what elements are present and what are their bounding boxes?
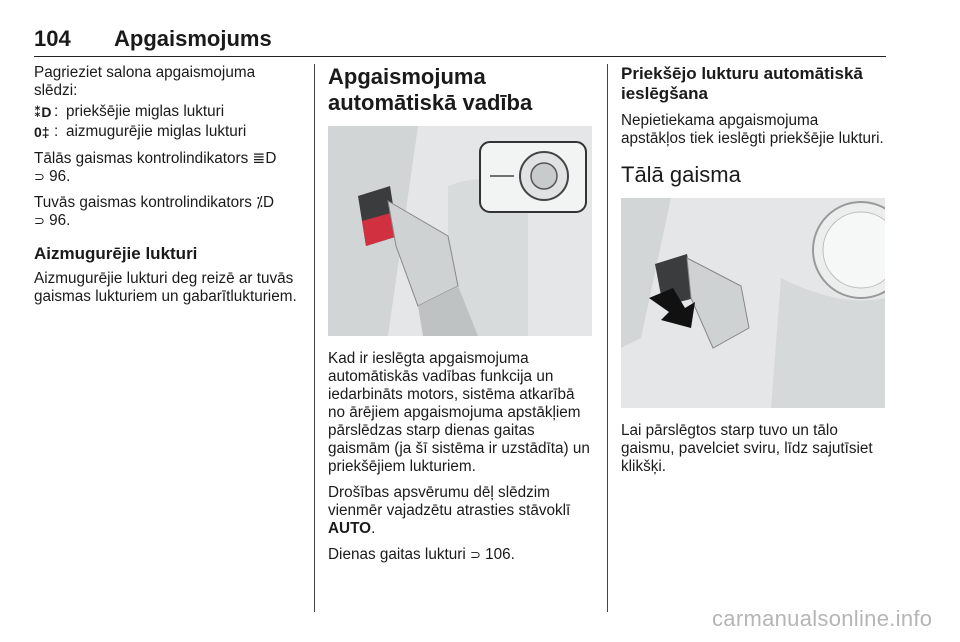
ref-arrow-icon: ⊃ xyxy=(34,169,45,184)
high-beam-figure xyxy=(621,198,885,408)
high-beam-ref[interactable] xyxy=(34,168,302,186)
light-switch-figure xyxy=(328,126,592,336)
rear-fog-icon: 0‡ xyxy=(34,124,50,140)
ref-arrow-icon: ⊃ xyxy=(470,547,481,562)
page-number: 104 xyxy=(34,26,71,51)
high-beam-illustration xyxy=(621,198,885,408)
column-2 xyxy=(328,64,593,564)
legend-sep: : xyxy=(54,123,59,140)
low-beam-ref-page: 96. xyxy=(49,212,71,229)
page-title: Apgaismojums xyxy=(114,26,272,51)
column-divider xyxy=(607,64,608,612)
column-3 xyxy=(621,64,887,476)
column-divider xyxy=(314,64,315,612)
auto-headlight-heading: Priekšējo lukturu automātiskā ieslēgšana xyxy=(621,64,863,103)
front-fog-icon: ⁑D xyxy=(34,104,52,120)
auto-light-heading: Apgaismojuma automātiskā vadība xyxy=(328,64,533,115)
high-beam-indicator-text: Tālās gaismas kontrolindikators ≣D xyxy=(34,150,277,167)
auto-period: . xyxy=(371,520,376,537)
auto-headlight-text: Nepietiekama apgaismojuma apstākļos tiek ieslēgti priekšējie lukturi. xyxy=(621,112,884,147)
low-beam-indicator-text: Tuvās gaismas kontrolindikators ⁒D xyxy=(34,194,275,211)
high-beam-heading: Tālā gaisma xyxy=(621,162,741,187)
rear-lights-text: Aizmugurējie lukturi deg reizē ar tuvās gaismas lukturiem un gabarītlukturiem. xyxy=(34,270,297,305)
drl-ref-paragraph[interactable] xyxy=(328,546,593,564)
auto-light-paragraph: Kad ir ieslēgta apgaismojuma automātiskās vadības funkcija un iedarbināts motors, sistēma atkarībā no ārējiem apgaismojuma apstākļiem pārslēdzas starp dienas gaitas gaismām (ja šī sistēma ir uzstādīta) un priekšējiem lukturiem. xyxy=(328,350,590,475)
high-beam-ref-page: 96. xyxy=(49,168,71,185)
drl-text: Dienas gaitas lukturi xyxy=(328,546,466,563)
watermark: carmanualsonline.info xyxy=(712,606,933,631)
legend-text-front-fog: priekšējie miglas lukturi xyxy=(66,103,225,120)
page-header xyxy=(34,26,886,57)
low-beam-ref[interactable] xyxy=(34,212,302,230)
rear-lights-heading: Aizmugurējie lukturi xyxy=(34,244,198,263)
high-beam-text: Lai pārslēgtos starp tuvo un tālo gaismu, pavelciet sviru, līdz sajutīsiet klikšķi. xyxy=(621,422,873,475)
legend-sep: : xyxy=(54,103,59,120)
ref-arrow-icon: ⊃ xyxy=(34,213,45,228)
intro-text: Pagrieziet salona apgaismojuma slēdzi: xyxy=(34,64,256,99)
fog-light-legend xyxy=(34,102,302,142)
auto-position-paragraph xyxy=(328,484,593,538)
light-switch-illustration xyxy=(328,126,592,336)
auto-position-text: Drošības apsvērumu dēļ slēdzim vienmēr vajadzētu atrasties stāvoklī xyxy=(328,484,571,519)
auto-label: AUTO xyxy=(328,520,372,537)
legend-text-rear-fog: aizmugurējie miglas lukturi xyxy=(66,123,247,140)
drl-ref-page: 106. xyxy=(485,546,515,563)
column-1 xyxy=(34,64,302,306)
